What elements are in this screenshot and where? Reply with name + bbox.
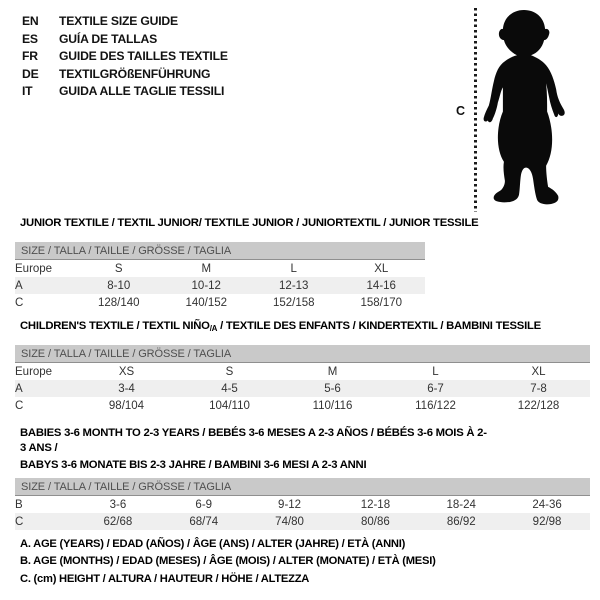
size-cell: M bbox=[327, 365, 338, 378]
height-cell: 110/116 bbox=[312, 399, 353, 412]
row-label: C bbox=[15, 296, 24, 309]
guide-title-it: GUIDA ALLE TAGLIE TESSILI bbox=[59, 84, 225, 99]
legend-line-c: C. (cm) HEIGHT / ALTURA / HAUTEUR / HÖHE / ALTEZZA bbox=[20, 572, 310, 585]
row-label: Europe bbox=[15, 365, 53, 378]
height-cell: 86/92 bbox=[446, 515, 476, 528]
height-cell: 116/122 bbox=[415, 399, 456, 412]
section-title-text: CHILDREN'S TEXTILE / TEXTIL NIÑO bbox=[20, 320, 210, 332]
section-title bbox=[15, 319, 590, 336]
language-row bbox=[22, 83, 228, 101]
size-table-children bbox=[15, 345, 590, 414]
language-code: DE bbox=[22, 66, 39, 81]
guide-title-fr: GUIDE DES TAILLES TEXTILE bbox=[59, 49, 228, 64]
height-cell: 122/128 bbox=[517, 399, 560, 412]
guide-title-de: TEXTILGRÖßENFÜHRUNG bbox=[59, 66, 211, 81]
row-label: C bbox=[15, 515, 24, 528]
age-cell: 7-8 bbox=[530, 382, 547, 395]
table-row bbox=[15, 380, 590, 397]
age-cell: 9-12 bbox=[278, 498, 302, 511]
section-title bbox=[15, 216, 478, 233]
size-cell: XL bbox=[531, 365, 546, 378]
age-cell: 14-16 bbox=[366, 279, 396, 292]
size-cell: XS bbox=[118, 365, 135, 378]
size-table-junior bbox=[15, 242, 425, 311]
table-row bbox=[15, 513, 590, 530]
language-row bbox=[22, 48, 228, 66]
section-childrens-textile bbox=[15, 319, 590, 414]
table-row bbox=[15, 397, 590, 414]
table-row bbox=[15, 496, 590, 514]
age-cell: 12-13 bbox=[279, 279, 309, 292]
height-cell: 140/152 bbox=[185, 296, 228, 309]
language-row bbox=[22, 66, 228, 84]
section-babies-textile bbox=[15, 426, 590, 530]
language-row bbox=[22, 31, 228, 49]
legend-line-a: A. AGE (YEARS) / EDAD (AÑOS) / ÂGE (ANS) / ALTER (JAHRE) / ETÀ (ANNI) bbox=[20, 538, 406, 550]
age-cell: 10-12 bbox=[191, 279, 221, 292]
section-title-rest: / TEXTILE DES ENFANTS / KINDERTEXTIL / BAMBINI TESSILE bbox=[217, 320, 541, 332]
size-cell: S bbox=[114, 262, 123, 275]
table-row bbox=[15, 260, 425, 278]
row-label: C bbox=[15, 399, 24, 412]
height-cell: 104/110 bbox=[209, 399, 250, 412]
row-label: A bbox=[15, 382, 23, 395]
guide-title-en: TEXTILE SIZE GUIDE bbox=[59, 14, 178, 28]
height-cell: 74/80 bbox=[275, 515, 304, 528]
height-cell: 158/170 bbox=[360, 296, 403, 309]
height-cell: 98/104 bbox=[108, 399, 145, 412]
toddler-silhouette bbox=[477, 8, 569, 214]
age-cell: 8-10 bbox=[107, 279, 131, 292]
age-cell: 3-4 bbox=[118, 382, 135, 395]
height-measure-label: C bbox=[456, 104, 466, 118]
section-title-line2: BABYS 3-6 MONATE BIS 2-3 JAHRE / BAMBINI 3-6 MESI A 2-3 ANNI bbox=[20, 459, 367, 471]
age-cell: 4-5 bbox=[221, 382, 238, 395]
height-cell: 80/86 bbox=[361, 515, 390, 528]
size-cell: XL bbox=[374, 262, 389, 275]
section-title-subscript: /A bbox=[209, 324, 218, 333]
size-header-bar: SIZE / TALLA / TAILLE / GRÖSSE / TAGLIA bbox=[15, 242, 425, 260]
height-cell: 68/74 bbox=[189, 515, 219, 528]
language-title-list bbox=[22, 13, 228, 101]
age-cell: 6-9 bbox=[195, 498, 213, 511]
size-cell: L bbox=[432, 365, 439, 378]
row-label: B bbox=[15, 498, 23, 511]
size-header-bar: SIZE / TALLA / TAILLE / GRÖSSE / TAGLIA bbox=[15, 345, 590, 363]
height-cell: 128/140 bbox=[97, 296, 140, 309]
language-code: FR bbox=[22, 49, 38, 64]
section-title bbox=[15, 426, 490, 473]
section-junior-textile bbox=[15, 216, 478, 311]
section-title-text: JUNIOR TEXTILE / TEXTIL JUNIOR/ TEXTILE JUNIOR / JUNIORTEXTIL / JUNIOR TESSILE bbox=[20, 217, 479, 229]
age-cell: 3-6 bbox=[109, 498, 127, 511]
legend-line-b: B. AGE (MONTHS) / EDAD (MESES) / ÂGE (MOIS) / ALTER (MONATE) / ETÀ (MESI) bbox=[20, 555, 436, 568]
table-row bbox=[15, 277, 425, 294]
row-label: Europe bbox=[15, 262, 53, 275]
language-code: IT bbox=[22, 84, 33, 99]
age-cell: 24-36 bbox=[532, 498, 562, 511]
age-cell: 18-24 bbox=[446, 498, 476, 511]
height-cell: 62/68 bbox=[103, 515, 133, 528]
age-cell: 5-6 bbox=[324, 382, 341, 395]
table-row bbox=[15, 363, 590, 381]
size-cell: S bbox=[225, 365, 234, 378]
guide-title-es: GUÍA DE TALLAS bbox=[59, 31, 158, 46]
height-cell: 92/98 bbox=[532, 515, 562, 528]
language-row bbox=[22, 13, 228, 31]
height-cell: 152/158 bbox=[272, 296, 315, 309]
row-label: A bbox=[15, 279, 23, 292]
size-header-bar: SIZE / TALLA / TAILLE / GRÖSSE / TAGLIA bbox=[15, 478, 590, 496]
table-row bbox=[15, 294, 425, 311]
language-code: ES bbox=[22, 31, 38, 46]
measure-legend bbox=[20, 536, 436, 588]
age-cell: 12-18 bbox=[360, 498, 391, 511]
language-code: EN bbox=[22, 14, 39, 28]
section-title-text: BABIES 3-6 MONTH TO 2-3 YEARS / BEBÉS 3-6 MESES A 2-3 AÑOS / BÉBÉS 3-6 MOIS À 2-3 ANS / bbox=[20, 427, 487, 454]
age-cell: 6-7 bbox=[427, 382, 444, 395]
size-cell: M bbox=[201, 262, 212, 275]
size-cell: L bbox=[290, 262, 297, 275]
size-table-babies bbox=[15, 478, 590, 530]
